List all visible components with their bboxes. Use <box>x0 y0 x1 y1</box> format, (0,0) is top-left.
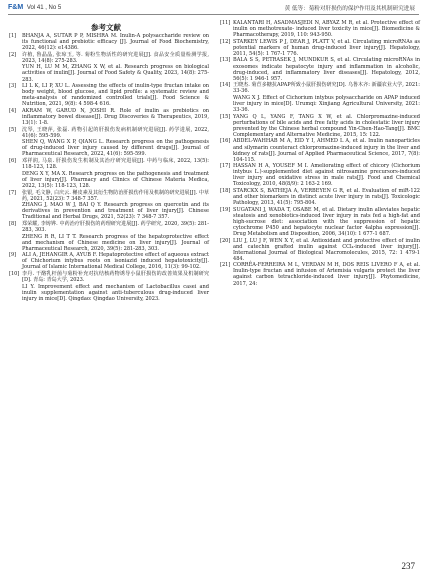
reference-entry <box>9 171 209 189</box>
reference-number: [10] <box>9 271 20 278</box>
reference-entry <box>220 82 420 94</box>
reference-entry <box>220 262 420 286</box>
reference-entry <box>9 284 209 302</box>
reference-entry <box>220 114 420 138</box>
journal-issue: Vol 41 , No 5 <box>26 5 62 11</box>
reference-entry <box>9 252 209 270</box>
reference-text: CORRÊA-FERREIRA M L, VERDAN M H, DOS REIS LIVERO F A, et al. Inulin-type fructan and infusion of Artemisia vulgaris protect the liver against carbon tetrachloride-induced liver injury[J]. Phytomedicine, 2017, 24: <box>233 262 420 287</box>
reference-text: LI Y. Improvement effect and mechanism of Lactobacillus casei and inulin supplementation against anti-tuberculous drug-induced liver injury in mice[D]. Qingdao: Qingdao University, 2023. <box>22 283 209 302</box>
reference-text: ZHENG R R, LI T T. Research progress of the hepatoprotective effect and mechanism of Chinese medicine on liver injury[J]. Journal of Pharmaceutical Research, 2020, 39(5): 281-283, 303. <box>22 233 209 252</box>
reference-number: [16] <box>220 138 231 145</box>
reference-number: [4] <box>9 107 17 114</box>
reference-entry <box>9 139 209 157</box>
reference-entry <box>9 127 209 139</box>
journal-info <box>8 4 61 11</box>
reference-text: STARKEY LEWIS P J, DEAR J, PLATT V, et al. Circulating microRNAs as potential markers of human drug-induced liver injury[J]. Hepatology, 2011, 54(5): 1 767-1 776. <box>233 38 420 57</box>
reference-entry <box>220 207 420 237</box>
reference-text: WANG X J. Effect of Cichorium intybus polysaccharide on APAP induced liver injury in mice[D]. Urumqi: Xinjiang Agricultural University, 2021: 33-36. <box>233 94 420 114</box>
references-left-column <box>9 33 209 303</box>
reference-text: ALI A, JEHANGIR A, AYUB F. Hepatoprotective effect of aqueous extract of Chichorium intybus roots on isoniazid induced hepatotoxicity[J]. Journal of Islamic International Medical College, 2016, 11(3): 99-102. <box>22 252 209 271</box>
reference-number: [14] <box>220 82 231 89</box>
reference-text: BALA S S, PETRASEK J, MUNDKUR S, et al. Circulating microRNAs in exosomes indicate hepatocyte injury and inflammation in alcoholic, drug-induced, and inflammatory liver diseases[J]. Hepatology, 2012, 56(5): 1 946-1 957. <box>233 57 420 82</box>
reference-entry <box>9 190 209 202</box>
reference-number: [3] <box>9 83 17 90</box>
reference-text: LI L K, LI P, XU L. Assessing the effects of inulin-type fructan intake on body weight, blood glucose, and lipid profile: a systematic review and meta-analysis of randomized controlled trials[J]. Food Science & Nutrition, 2021, 9(8): 4 598-4 616. <box>22 83 209 108</box>
reference-entry <box>220 95 420 113</box>
reference-text: AKRAM W, GARUD N, JOSHI R. Role of inulin as prebiotics on inflammatory bowel disease[J]. Drug Discoveries & Therapeutics, 2019, 13(1): 1-8. <box>22 107 209 127</box>
reference-text: ABDEL-WAHHAB M A, EID Y I, AHMED L A, et al. Inulin nanoparticles and silymarin counteract chlorpromazine-induced injury in the liver and kidney of rats[J]. Journal of Applied Pharmaceutical Science, 2017, 7(8): 104-115. <box>233 138 420 163</box>
reference-number: [12] <box>220 38 231 45</box>
reference-entry <box>9 158 209 170</box>
reference-number: [1] <box>9 33 17 39</box>
reference-entry <box>220 163 420 187</box>
reference-text: YUN H, LU M M, ZHANG X W, et al. Research progress on biological activities of inulin[J]. Journal of Food Safety & Quality, 2023, 14(8): 275-283. <box>22 64 209 83</box>
reference-text: SHEN Q, WANG X P, QIANG L. Research progress on the pathogenesis of drug-induced liver injury caused by different drugs[J]. Journal of Pharmaceutical Research, 2022, 41(6): 595-599. <box>22 139 209 158</box>
reference-text: YANG Q L, YANG F, TANG X W, et al. Chlorpromazine-induced perturbations of bile acids and free fatty acids in cholestatic liver injury prevented by the Chinese herbal compound Yin-Chen-Hao-Tang[J]. BMC Complementary and Alternative Medicine, 2015, 15: 122. <box>233 113 420 138</box>
references-right-column <box>220 20 420 287</box>
reference-number: [6] <box>9 158 17 165</box>
reference-number: [8] <box>9 220 17 227</box>
reference-text: ZHANG J, MAO W J, BAI Q Y. Research progress on quercetin and its derivatives in prevention and treatment of liver injury[J]. Chinese Traditional and Herbal Drugs, 2021, 52(23): 7 348-7 357. <box>22 202 209 221</box>
reference-number: [9] <box>9 252 17 259</box>
reference-text: KALANTARI H, ASADMASJEDI N, ABYAZ M R, et al. Protective effect of inulin on methotrexate- induced liver toxicity in mice[J]. Biomedicine & Pharmacotherapy, 2019, 110: 943-950. <box>233 20 420 39</box>
reference-entry <box>9 83 209 107</box>
reference-entry <box>220 20 420 38</box>
reference-number: [13] <box>220 57 231 64</box>
reference-entry <box>220 238 420 262</box>
reference-number: [18] <box>220 188 231 195</box>
reference-text: 邓祥润, 马泉. 肝损伤发生机制及其治疗研究进展[J]. 中药与临床, 2022, 13(5): 118-123, 128. <box>22 158 209 171</box>
reference-text: 沈琴, 王晓萍, 张磊. 药物引起的肝损伤发病机制研究进展[J]. 药学进展, 2022, 41(6): 595-599. <box>22 126 209 139</box>
reference-entry <box>9 108 209 126</box>
reference-entry <box>9 271 209 283</box>
reference-entry <box>9 221 209 233</box>
reference-text: 许植, 鲁晶晶, 张琼玉, 等. 菊粉生物活性的研究进展[J]. 食品安全质量检测学报, 2023, 14(8): 275-283. <box>22 51 209 64</box>
header-rule <box>8 14 419 15</box>
reference-text: SUGATANI J, WADA T, OSABE M, et al. Dietary inulin alleviates hepatic steatosis and xenobiotics-induced liver injury in rats fed a high-fat and high-sucrose diet: association with the suppression of hepatic cytochrome P450 and hepatocyte nuclear factor 4alpha expression[J]. Drug Metabolism and Disposition, 2006, 34(10): 1 677-1 687. <box>233 206 420 237</box>
reference-entry <box>9 64 209 82</box>
reference-number: [21] <box>220 262 231 269</box>
reference-entry <box>9 202 209 220</box>
reference-entry <box>220 138 420 162</box>
reference-entry <box>220 188 420 206</box>
reference-number: [2] <box>9 51 17 58</box>
reference-number: [19] <box>220 206 231 213</box>
reference-text: 李丹. 干酪乳杆菌与菊粉补充对抗结核药物诱导小鼠肝损伤的改善效果及机制研究[D]. 青岛: 青岛大学, 2023. <box>22 271 209 284</box>
reference-number: [11] <box>220 20 231 26</box>
reference-number: [7] <box>9 189 17 196</box>
reference-text: LIU J, LU J F, WEN X Y, et al. Antioxidant and protective effect of inulin and catechin grafted inulin against CCl₄-induced liver injury[J]. International Journal of Biological Macromolecules, 2015, 72: 1 479-1 484. <box>233 237 420 262</box>
reference-entry <box>220 57 420 81</box>
reference-number: [5] <box>9 126 17 133</box>
reference-text: 郑荣耀, 李铸铧. 中药治疗肝损伤的药理研究进展[J]. 药学研究, 2020, 39(5): 281-283, 303. <box>22 220 209 233</box>
running-title: 黄 低等：菊粉对肝损伤的保护作用及其机制研究进展 <box>284 6 415 12</box>
reference-number: [15] <box>220 113 231 120</box>
page-header <box>0 0 427 16</box>
reference-entry <box>9 52 209 64</box>
references-heading: 参考文献 <box>91 23 121 32</box>
reference-text: DENG X Y, MA X. Research progress on the pathogenesis and treatment of liver injury[J]. Pharmacy and Clinics of Chinese Materia Medica, 2022, 13(5): 118-123, 128. <box>22 170 209 189</box>
reference-entry <box>9 234 209 252</box>
reference-entry <box>9 33 209 51</box>
reference-text: 王晓杰. 菊苣多糖抗APAP所致小鼠肝损伤研究[D]. 乌鲁木齐: 新疆农业大学, 2021: 33-36. <box>233 82 420 95</box>
reference-entry <box>220 39 420 57</box>
reference-text: BHANJA A, SUTAR P P, MISHRA M. Inulin-A polysaccharide review on its functional and prebiotic efficacy [J]. Journal of Food Biochemistry, 2022, 46(12): e14386. <box>22 33 209 52</box>
reference-number: [20] <box>220 237 231 244</box>
reference-text: 张银, 毛文静, 白庆云. 槲皮素及其衍生物防治肝损伤作用及机制的研究进展[J]. 中草药, 2021, 52(23): 7 348-7 357. <box>22 189 209 202</box>
journal-logo: F&M <box>8 4 24 11</box>
reference-number: [17] <box>220 163 231 170</box>
reference-text: STARCKX S, BATHEJA A, VERBEYEN G R, et al. Evaluation of miR-122 and other biomarkers in distinct acute liver injury in rats[J]. Toxicologic Pathology, 2013, 41(5): 795-804. <box>233 188 420 207</box>
page-number: 237 <box>401 561 415 571</box>
reference-text: HASSAN H A, YOUSEF M I. Ameliorating effect of chicory (Cichorium intybus L.)-supplemented diet against nitrosamine precursors-induced liver injury and oxidative stress in male rats[J]. Food and Chemical Toxicology, 2010, 48(8/9): 2 163-2 169. <box>233 163 420 188</box>
